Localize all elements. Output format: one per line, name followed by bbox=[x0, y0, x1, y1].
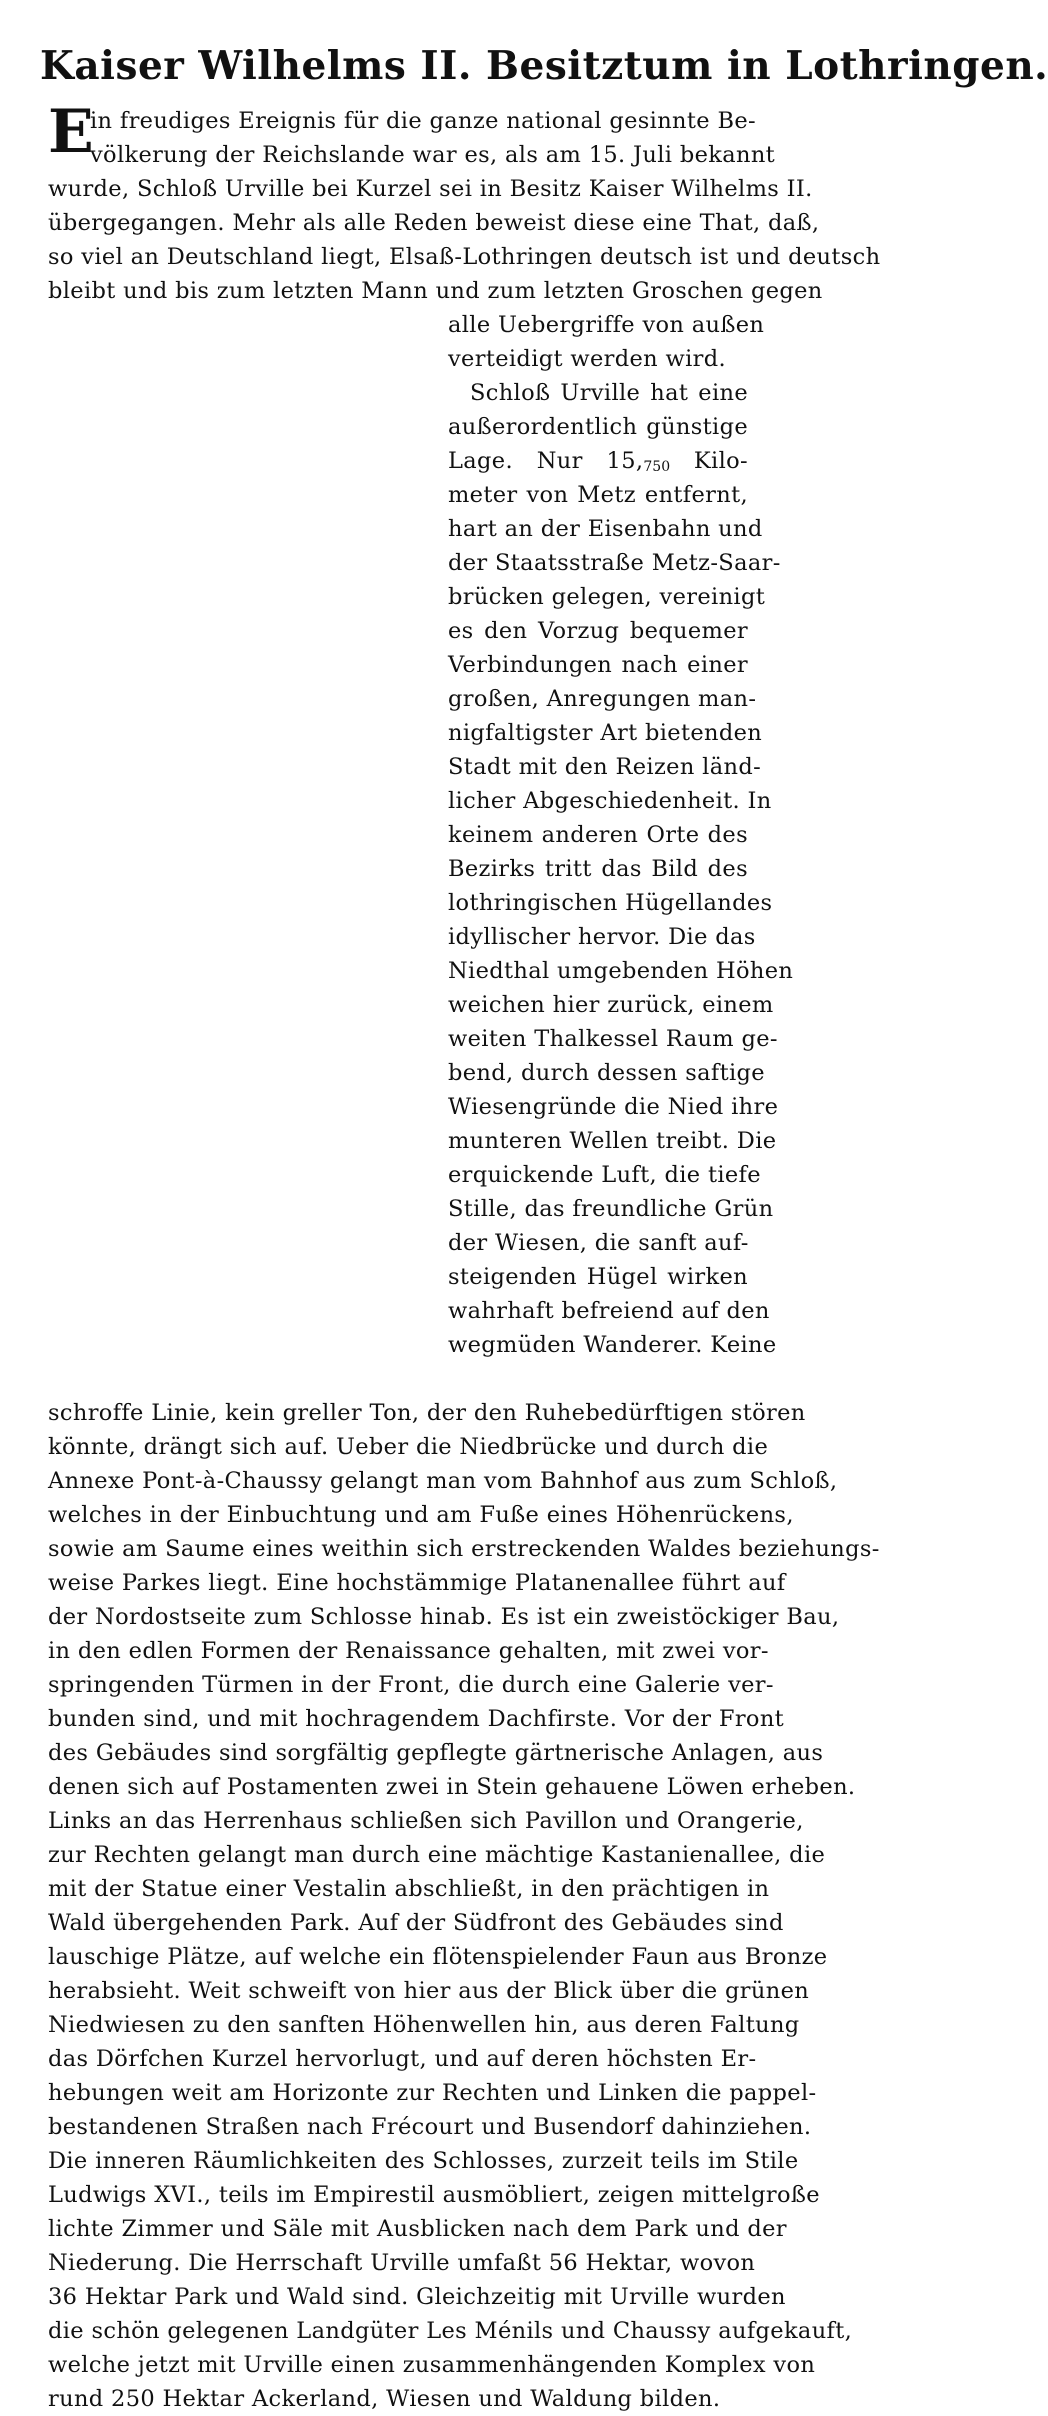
text-line: weise Parkes liegt. Eine hochstämmige Platanenallee führt auf bbox=[48, 1570, 786, 1596]
text-line: denen sich auf Postamenten zwei in Stein gehauene Löwen erheben. bbox=[48, 1774, 856, 1800]
text-line: großen, Anregungen man- bbox=[448, 686, 757, 712]
paragraph-1 bbox=[48, 97, 881, 308]
article-title: Kaiser Wilhelms II. Besitztum in Lothringen. bbox=[40, 43, 1048, 89]
text-line: keinem anderen Orte des bbox=[448, 822, 748, 848]
text-line: in freudiges Ereignis für die ganze national gesinnte Be- bbox=[90, 108, 756, 134]
text-line: wahrhaft befreiend auf den bbox=[448, 1298, 770, 1324]
text-line: übergegangen. Mehr als alle Reden beweist diese eine That, daß, bbox=[48, 210, 820, 236]
text-line: erquickende Luft, die tiefe bbox=[448, 1162, 761, 1188]
text-line: mit der Statue einer Vestalin abschließt, in den prächtigen in bbox=[48, 1876, 770, 1902]
text-line: das Dörfchen Kurzel hervorlugt, und auf deren höchsten Er- bbox=[48, 2046, 757, 2072]
text-line: munteren Wellen treibt. Die bbox=[448, 1128, 777, 1154]
drop-cap-initial: E bbox=[48, 97, 94, 167]
text-line: sowie am Saume eines weithin sich erstreckenden Waldes beziehungs- bbox=[48, 1536, 880, 1562]
text-line: Niedwiesen zu den sanften Höhenwellen hin, aus deren Faltung bbox=[48, 2012, 800, 2038]
text-line: welche jetzt mit Urville einen zusammenhängenden Komplex von bbox=[48, 2352, 816, 2378]
text-line: nigfaltigster Art bietenden bbox=[448, 720, 763, 746]
text-line: licher Abgeschiedenheit. In bbox=[448, 788, 772, 814]
text-line: zur Rechten gelangt man durch eine mächtige Kastanienallee, die bbox=[48, 1842, 826, 1868]
text-line: hart an der Eisenbahn und bbox=[448, 516, 763, 542]
text-line: bunden sind, und mit hochragendem Dachfirste. Vor der Front bbox=[48, 1706, 785, 1732]
text-line: Ludwigs XVI., teils im Empirestil ausmöbliert, zeigen mittelgroße bbox=[48, 2182, 820, 2208]
lage-text: Lage. Nur 15, bbox=[448, 448, 644, 474]
text-line: so viel an Deutschland liegt, Elsaß-Lothringen deutsch ist und deutsch bbox=[48, 244, 881, 270]
text-line: Bezirks tritt das Bild des bbox=[448, 856, 748, 882]
text-line: wegmüden Wanderer. Keine bbox=[448, 1332, 777, 1358]
text-line: der Wiesen, die sanft auf- bbox=[448, 1230, 749, 1256]
text-line: Verbindungen nach einer bbox=[448, 652, 748, 678]
text-line: Annexe Pont-à-Chaussy gelangt man vom Bahnhof aus zum Schloß, bbox=[48, 1468, 838, 1494]
text-line: könnte, drängt sich auf. Ueber die Niedbrücke und durch die bbox=[48, 1434, 769, 1460]
text-line: meter von Metz entfernt, bbox=[448, 482, 748, 508]
text-line: bleibt und bis zum letzten Mann und zum letzten Groschen gegen bbox=[48, 278, 823, 304]
text-line: verteidigt werden wird. bbox=[448, 346, 727, 372]
text-line: idyllischer hervor. Die das bbox=[448, 924, 756, 950]
text-line: schroffe Linie, kein greller Ton, der den Ruhebedürftigen stören bbox=[48, 1400, 806, 1426]
text-line: welches in der Einbuchtung und am Fuße eines Höhenrückens, bbox=[48, 1502, 794, 1528]
text-line: außerordentlich günstige bbox=[448, 414, 748, 440]
text-line: rund 250 Hektar Ackerland, Wiesen und Waldung bilden. bbox=[48, 2386, 721, 2412]
text-line: herabsieht. Weit schweift von hier aus der Blick über die grünen bbox=[48, 1978, 810, 2004]
text-line: es den Vorzug bequemer bbox=[448, 618, 748, 644]
text-line: Links an das Herrenhaus schließen sich Pavillon und Orangerie, bbox=[48, 1808, 804, 1834]
text-line: in den edlen Formen der Renaissance gehalten, mit zwei vor- bbox=[48, 1638, 769, 1664]
text-line: Die inneren Räumlichkeiten des Schlosses, zurzeit teils im Stile bbox=[48, 2148, 799, 2174]
text-line: bestandenen Straßen nach Frécourt und Busendorf dahinziehen. bbox=[48, 2114, 812, 2140]
text-line: Stadt mit den Reizen länd- bbox=[448, 754, 762, 780]
text-line: 36 Hektar Park und Wald sind. Gleichzeitig mit Urville wurden bbox=[48, 2284, 786, 2310]
text-line: springenden Türmen in der Front, die durch eine Galerie ver- bbox=[48, 1672, 774, 1698]
text-line: völkerung der Reichslande war es, als am 15. Juli bekannt bbox=[90, 142, 776, 168]
text-line: lauschige Plätze, auf welche ein flötenspielender Faun aus Bronze bbox=[48, 1944, 828, 1970]
text-line: Schloß Urville hat eine bbox=[470, 380, 748, 406]
text-line: der Staatsstraße Metz-Saar- bbox=[448, 550, 781, 576]
text-line: des Gebäudes sind sorgfältig gepflegte gärtnerische Anlagen, aus bbox=[48, 1740, 824, 1766]
text-line: wurde, Schloß Urville bei Kurzel sei in Besitz Kaiser Wilhelms II. bbox=[48, 176, 813, 202]
text-line: Stille, das freundliche Grün bbox=[448, 1196, 774, 1222]
text-line: Wald übergehenden Park. Auf der Südfront des Gebäudes sind bbox=[48, 1910, 784, 1936]
text-line: weichen hier zurück, einem bbox=[448, 992, 774, 1018]
text-line: Niedthal umgebenden Höhen bbox=[448, 958, 794, 984]
text-line: der Nordostseite zum Schlosse hinab. Es ist ein zweistöckiger Bau, bbox=[48, 1604, 840, 1630]
text-line: bend, durch dessen saftige bbox=[448, 1060, 765, 1086]
narrow-column bbox=[448, 308, 794, 1362]
text-line: brücken gelegen, vereinigt bbox=[448, 584, 766, 610]
text-line-lage bbox=[448, 444, 748, 478]
paragraph-2-full bbox=[48, 1396, 880, 2416]
text-line: lichte Zimmer und Säle mit Ausblicken nach dem Park und der bbox=[48, 2216, 787, 2242]
text-line: alle Uebergriffe von außen bbox=[448, 312, 765, 338]
lage-rest: Kilo- bbox=[670, 448, 748, 474]
text-line: die schön gelegenen Landgüter Les Ménils und Chaussy aufgekauft, bbox=[48, 2318, 853, 2344]
text-line: steigenden Hügel wirken bbox=[448, 1264, 748, 1290]
text-line: lothringischen Hügellandes bbox=[448, 890, 773, 916]
text-line: Niederung. Die Herrschaft Urville umfaßt 56 Hektar, wovon bbox=[48, 2250, 756, 2276]
text-line: Wiesengründe die Nied ihre bbox=[448, 1094, 779, 1120]
distance-subscript: 750 bbox=[643, 459, 671, 475]
text-line: weiten Thalkessel Raum ge- bbox=[448, 1026, 778, 1052]
text-line: hebungen weit am Horizonte zur Rechten und Linken die pappel- bbox=[48, 2080, 817, 2106]
